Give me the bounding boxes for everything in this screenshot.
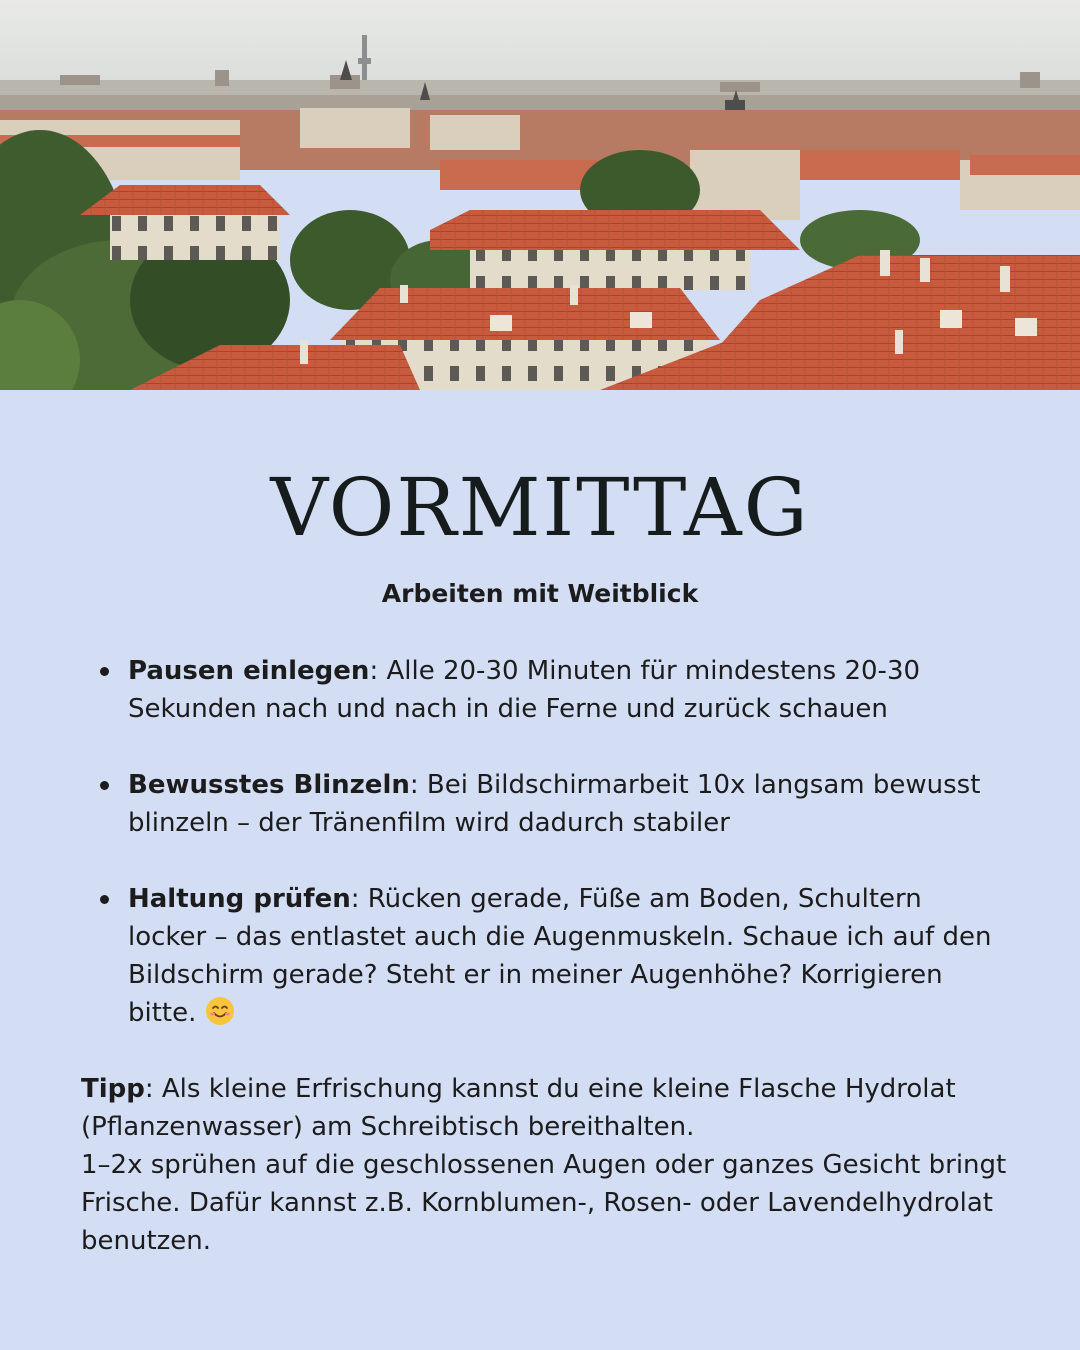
tip-term: Tipp [81,1074,145,1104]
bullet-icon [100,895,109,904]
list-item [128,652,1008,728]
page-title: VORMITTAG [270,461,810,554]
prague-rooftops-photo [0,0,1080,390]
bullet-icon [100,667,109,676]
item-text: : Rücken gerade, Füße am Boden, Schultern locker – das entlastet auch die Augenmuskeln. Schaue ich auf den Bildschirm gerade? Steht er in meiner Augenhöhe? Korrigieren bitte. [128,884,992,1028]
bullet-icon [100,781,109,790]
item-term: Bewusstes Blinzeln [128,770,410,800]
item-text: : Bei Bildschirmarbeit 10x langsam bewusst blinzeln – der Tränenfilm wird dadurch stabiler [128,770,981,838]
list-item [128,766,1008,842]
page-subtitle: Arbeiten mit Weitblick [381,579,699,608]
item-term: Pausen einlegen [128,656,370,686]
tip-line-1: : Als kleine Erfrischung kannst du eine kleine Flasche Hydrolat (Pflanzenwasser) am Schreibtisch bereithalten. [81,1074,956,1142]
tip-line-2: 1–2x sprühen auf die geschlossenen Augen oder ganzes Gesicht bringt Frische. Dafür kannst z.B. Kornblumen-, Rosen- oder Lavendelhydrolat benutzen. [81,1150,1007,1256]
item-text: : Alle 20-30 Minuten für mindestens 20-30 Sekunden nach und nach in die Ferne und zurück schauen [128,656,921,724]
item-term: Haltung prüfen [128,884,351,914]
tip-paragraph [81,1070,1021,1260]
list-item [128,880,1008,1032]
content-panel [0,390,1080,1350]
tips-list [128,652,1008,1070]
smiling-face-icon [205,996,235,1026]
